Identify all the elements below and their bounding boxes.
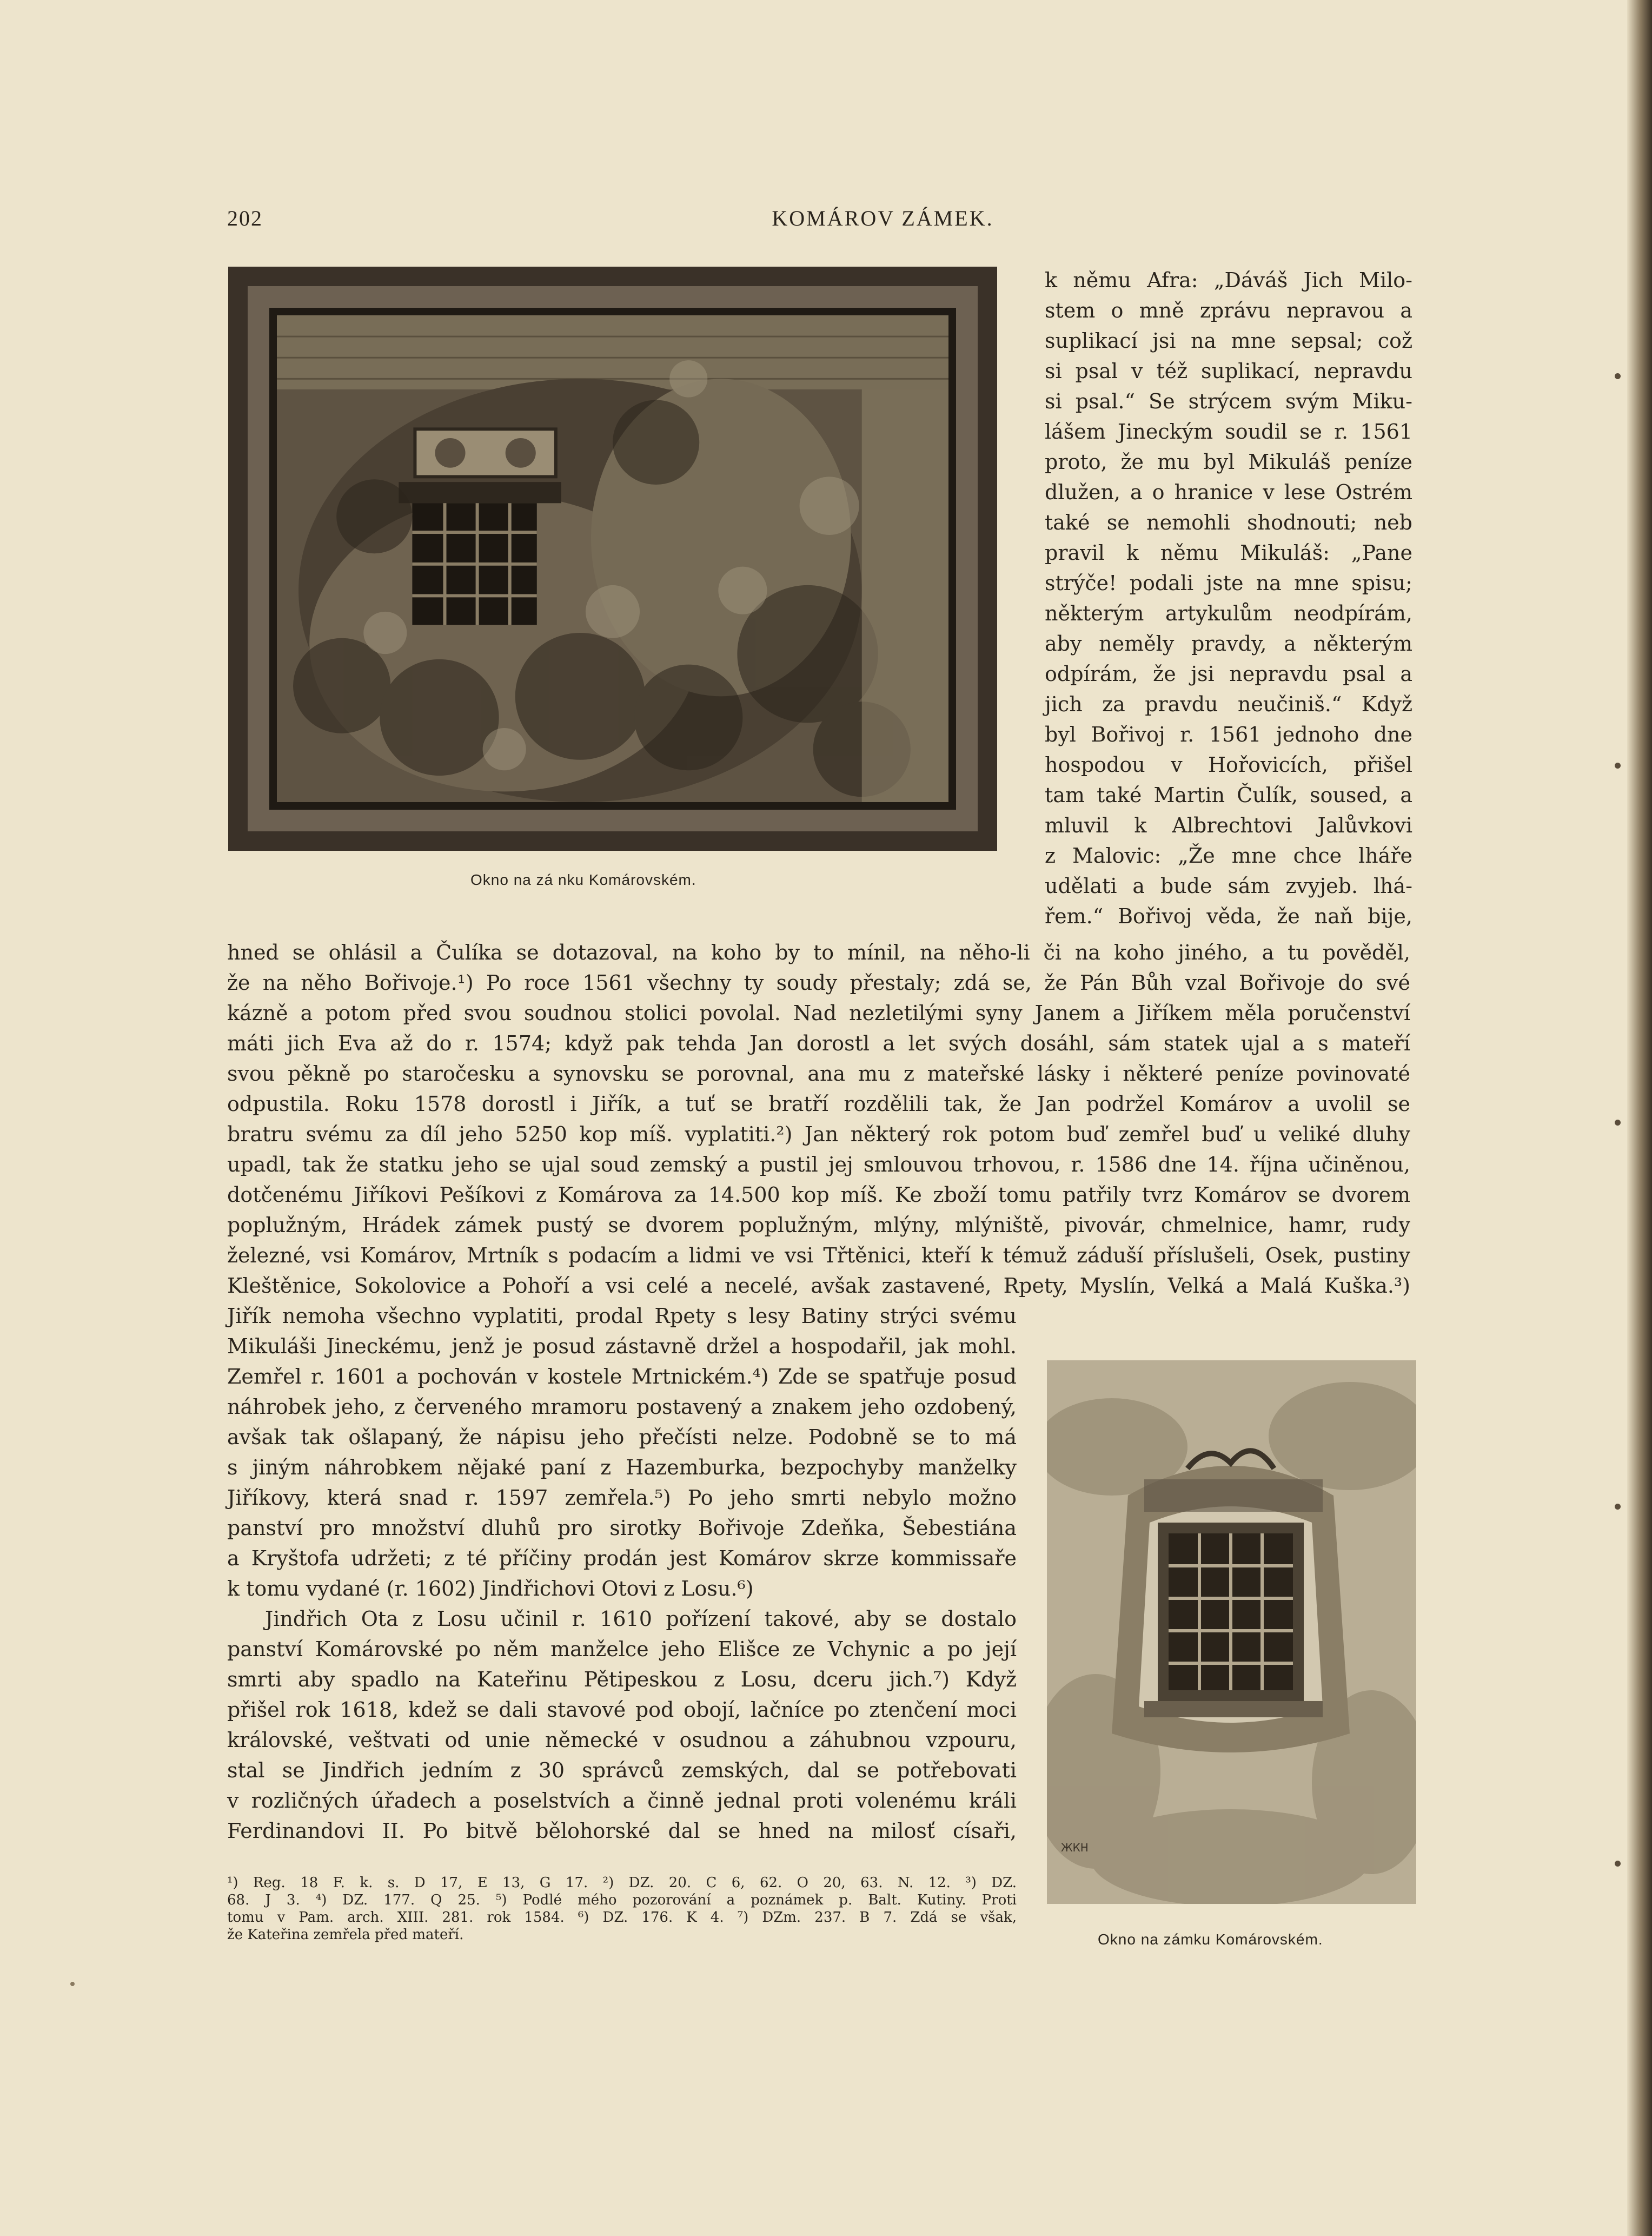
paper-speck xyxy=(70,1982,75,1986)
text-line: tam také Martin Čulík, soused, a xyxy=(1045,783,1412,807)
text-line: dlužen, a o hranice v lese Ostrém xyxy=(1045,480,1412,504)
text-line: pravil k němu Mikuláš: „Pane xyxy=(1045,541,1412,565)
figure-window-stone xyxy=(1047,1360,1416,1904)
text-line: si psal v též suplikací, nepravdu xyxy=(1045,359,1412,383)
page-number: 202 xyxy=(227,206,263,230)
text-line: panství Komárovské po něm manželce jeho Elišce ze Vchynic a po její xyxy=(227,1637,1017,1661)
text-line: aby neměly pravdy, a některým xyxy=(1045,632,1412,656)
footnote-line: 68. J 3. ⁴) DZ. 177. Q 25. ⁵) Podlé mého pozorování a poznámek p. Balt. Kutiny. Proti xyxy=(227,1892,1017,1908)
text-line: poplužným, Hrádek zámek pustý se dvorem poplužným, mlýny, mlýniště, pivovár, chmelnice, hamr, rudy xyxy=(227,1213,1410,1237)
text-line: některým artykulům neodpírám, xyxy=(1045,601,1412,625)
running-title: KOMÁROV ZÁMEK. xyxy=(772,206,994,230)
text-line: strýče! podali jste na mne spisu; xyxy=(1045,571,1412,595)
text-line: avšak tak ošlapaný, že nápisu jeho přečísti nelze. Podobně se to má xyxy=(227,1425,1017,1449)
illustration-barred-window xyxy=(1047,1360,1416,1904)
text-line: proto, že mu byl Mikuláš peníze xyxy=(1045,450,1412,474)
text-line: Jiřík nemoha všechno vyplatiti, prodal Rpety s lesy Batiny strýci svému xyxy=(227,1304,1017,1328)
illustration-ivy-window xyxy=(277,315,948,802)
text-line: železné, vsi Komárov, Mrtník s podacím a lidmi ve vsi Třtěnici, kteří k témuž záduší příslušeli, Osek, pustiny xyxy=(227,1243,1410,1267)
footnote-line: ¹) Reg. 18 F. k. s. D 17, E 13, G 17. ²) DZ. 20. C 6, 62. O 20, 63. N. 12. ³) DZ. xyxy=(227,1875,1017,1891)
text-line: k tomu vydané (r. 1602) Jindřichovi Otovi z Losu.⁶) xyxy=(227,1577,754,1600)
text-line: upadl, tak že statku jeho se ujal soud zemský a pustil jej smlouvou trhovou, r. 1586 dne 14. října učiněnou, xyxy=(227,1153,1410,1176)
text-line: v rozličných úřadech a poselstvích a činně jednal proti volenému králi xyxy=(227,1789,1017,1812)
text-line: stem o mně zprávu nepravou a xyxy=(1045,299,1412,322)
text-line: k němu Afra: „Dáváš Jich Milo- xyxy=(1045,268,1412,292)
text-line: svou pěkně po staročesku a synovsku se porovnal, ana mu z mateřské lásky i některé peníze povinovaté xyxy=(227,1062,1410,1086)
text-line: si psal.“ Se strýcem svým Miku- xyxy=(1045,389,1412,413)
page-header xyxy=(227,206,1538,243)
footnote-line: tomu v Pam. arch. XIII. 281. rok 1584. ⁶) DZ. 176. K 4. ⁷) DZm. 237. B 7. Zdá se však, xyxy=(227,1909,1017,1926)
text-line: panství pro množství dluhů pro sirotky Bořivoje Zdeňka, Šebestiána xyxy=(227,1516,1017,1540)
text-line: také se nemohli shodnouti; neb xyxy=(1045,511,1412,534)
figure-2-caption: Okno na zámku Komárovském. xyxy=(1098,1931,1323,1948)
full-width-text-block xyxy=(227,937,1410,1301)
narrow-text-block xyxy=(227,1301,1017,1846)
text-line: odpírám, že jsi nepravdu psal a xyxy=(1045,662,1412,686)
footnotes xyxy=(227,1874,1017,1943)
text-line: Kleštěnice, Sokolovice a Pohoří a vsi celé a necelé, avšak zastavené, Rpety, Myslín, Velká a Malá Kuška.³) xyxy=(227,1274,1410,1298)
page-binding-edge xyxy=(1627,0,1652,2236)
text-line: suplikací jsi na mne sepsal; což xyxy=(1045,329,1412,353)
text-line: z Malovic: „Že mne chce lháře xyxy=(1045,844,1412,868)
text-line: královské, veštvati od unie německé v osudnou a záhubnou vzpouru, xyxy=(227,1728,1017,1752)
text-line: smrti aby spadlo na Kateřinu Pětipeskou z Losu, dceru jich.⁷) Když xyxy=(227,1668,1017,1691)
text-line: Zemřel r. 1601 a pochován v kostele Mrtnickém.⁴) Zde se spatřuje posud xyxy=(227,1365,1017,1388)
text-line: a Kryštofa udržeti; z té příčiny prodán jest Komárov skrze kommissaře xyxy=(227,1546,1017,1570)
text-line: odpustila. Roku 1578 dorostl i Jiřík, a tuť se bratří rozdělili tak, že Jan podržel Komárov a uvolil se xyxy=(227,1092,1410,1116)
artist-signature: ЖКН xyxy=(1061,1841,1089,1854)
text-line: stal se Jindřich jedním z 30 správců zemských, dal se potřebovati xyxy=(227,1758,1017,1782)
text-line: Ferdinandovi II. Po bitvě bělohorské dal se hned na milosť císaři, xyxy=(227,1819,1017,1843)
figure-window-framed xyxy=(228,267,997,851)
text-line: udělati a bude sám zvyjeb. lhá- xyxy=(1045,874,1412,898)
footnote-line: že Kateřina zemřela před mateří. xyxy=(227,1927,464,1943)
text-line: máti jich Eva až do r. 1574; když pak tehda Jan dorostl a let svých dosáhl, sám statek ujal a s mateří xyxy=(227,1031,1410,1055)
text-line: Jindřich Ota z Losu učinil r. 1610 pořízení takové, aby se dostalo xyxy=(265,1607,1017,1631)
text-line: byl Bořivoj r. 1561 jednoho dne xyxy=(1045,723,1412,746)
text-line: Mikuláši Jineckému, jenž je posud zástavně držel a hospodařil, jak mohl. xyxy=(227,1334,1017,1358)
text-line: hospodou v Hořovicích, přišel xyxy=(1045,753,1412,777)
text-line: mluvil k Albrechtovi Jalůvkovi xyxy=(1045,813,1412,837)
text-line: přišel rok 1618, kdež se dali stavové pod obojí, lačníce po ztenčení moci xyxy=(227,1698,1017,1722)
figure-1-caption: Okno na zá nku Komárovském. xyxy=(470,871,696,888)
text-line: řem.“ Bořivoj věda, že naň bije, xyxy=(1045,904,1412,928)
text-line: náhrobek jeho, z červeného mramoru postavený a znakem jeho ozdobený, xyxy=(227,1395,1017,1419)
text-line: že na něho Bořivoje.¹) Po roce 1561 všechny ty soudy přestaly; zdá se, že Pán Bůh vzal Bořivoje do své xyxy=(227,971,1410,995)
text-line: lášem Jineckým soudil se r. 1561 xyxy=(1045,420,1412,444)
text-line: dotčenému Jiříkovi Pešíkovi z Komárova za 14.500 kop míš. Ke zboží tomu patřily tvrz Komárov se dvorem xyxy=(227,1183,1410,1207)
text-line: kázně a potom před svou soudnou stolici povolal. Nad nezletilými syny Janem a Jiříkem měla poručenství xyxy=(227,1001,1410,1025)
text-line: hned se ohlásil a Čulíka se dotazoval, na koho by to mínil, na něho-li či na koho jiného, a tu pověděl, xyxy=(227,941,1410,964)
text-line: s jiným náhrobkem nějaké paní z Hazemburka, bezpochyby manželky xyxy=(227,1456,1017,1479)
column-text-block xyxy=(1045,265,1412,931)
text-line: Jiříkovy, která snad r. 1597 zemřela.⁵) Po jeho smrti nebylo možno xyxy=(227,1486,1017,1510)
text-line: jich za pravdu neučiniš.“ Když xyxy=(1045,692,1412,716)
text-line: bratru svému za díl jeho 5250 kop míš. vyplatiti.²) Jan některý rok potom buď zemřel buď u veliké dluhy xyxy=(227,1122,1410,1146)
